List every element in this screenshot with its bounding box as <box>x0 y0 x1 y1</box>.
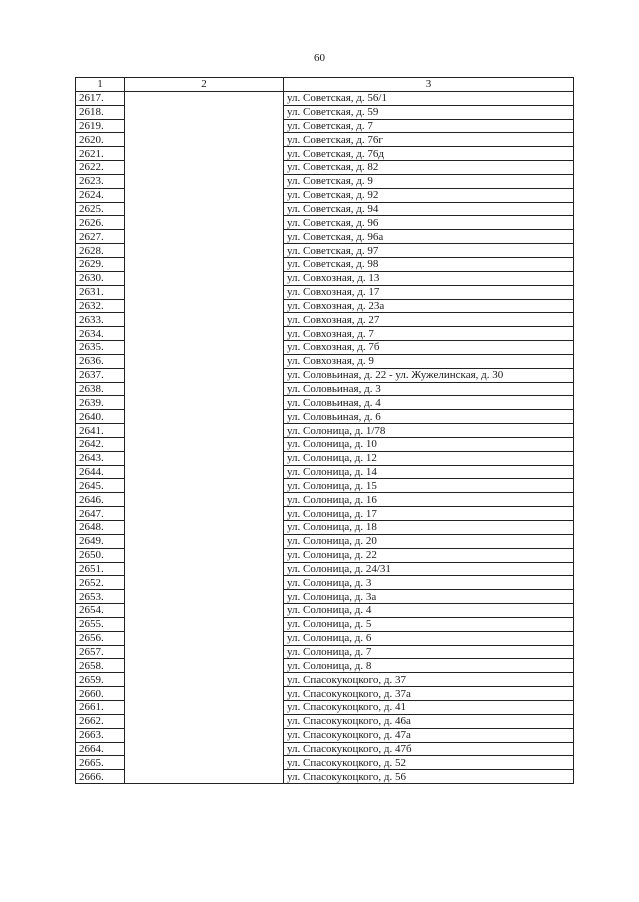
row-col-2-empty <box>125 299 284 313</box>
table-row <box>76 410 574 424</box>
row-address: ул. Спасокукоцкого, д. 56 <box>284 770 574 784</box>
row-number: 2635. <box>76 341 125 355</box>
row-col-2-empty <box>125 341 284 355</box>
row-number: 2656. <box>76 631 125 645</box>
row-col-2-empty <box>125 700 284 714</box>
row-address: ул. Советская, д. 76г <box>284 133 574 147</box>
table-row <box>76 590 574 604</box>
row-number: 2632. <box>76 299 125 313</box>
table-row <box>76 382 574 396</box>
row-address: ул. Спасокукоцкого, д. 52 <box>284 756 574 770</box>
row-col-2-empty <box>125 216 284 230</box>
row-address: ул. Советская, д. 9 <box>284 174 574 188</box>
table-row <box>76 645 574 659</box>
row-col-2-empty <box>125 105 284 119</box>
row-number: 2636. <box>76 354 125 368</box>
table-row <box>76 687 574 701</box>
row-number: 2628. <box>76 244 125 258</box>
row-address: ул. Совхозная, д. 17 <box>284 285 574 299</box>
row-col-2-empty <box>125 479 284 493</box>
row-number: 2624. <box>76 188 125 202</box>
row-address: ул. Солоница, д. 18 <box>284 521 574 535</box>
row-number: 2623. <box>76 174 125 188</box>
row-col-2-empty <box>125 382 284 396</box>
row-col-2-empty <box>125 271 284 285</box>
row-number: 2637. <box>76 368 125 382</box>
row-number: 2653. <box>76 590 125 604</box>
table-row <box>76 728 574 742</box>
row-col-2-empty <box>125 604 284 618</box>
table-row <box>76 341 574 355</box>
row-number: 2649. <box>76 534 125 548</box>
row-address: ул. Советская, д. 56/1 <box>284 91 574 105</box>
row-number: 2666. <box>76 770 125 784</box>
row-number: 2646. <box>76 493 125 507</box>
table-row <box>76 742 574 756</box>
row-number: 2618. <box>76 105 125 119</box>
row-address: ул. Солоница, д. 10 <box>284 437 574 451</box>
row-number: 2662. <box>76 714 125 728</box>
row-col-2-empty <box>125 728 284 742</box>
row-number: 2655. <box>76 617 125 631</box>
row-address: ул. Спасокукоцкого, д. 37а <box>284 687 574 701</box>
row-col-2-empty <box>125 313 284 327</box>
table-row <box>76 465 574 479</box>
row-address: ул. Советская, д. 92 <box>284 188 574 202</box>
header-col-2: 2 <box>125 78 284 92</box>
row-col-2-empty <box>125 562 284 576</box>
table-row <box>76 479 574 493</box>
row-address: ул. Солоница, д. 5 <box>284 617 574 631</box>
row-number: 2631. <box>76 285 125 299</box>
row-number: 2644. <box>76 465 125 479</box>
row-address: ул. Солоница, д. 24/31 <box>284 562 574 576</box>
table-row <box>76 285 574 299</box>
row-number: 2664. <box>76 742 125 756</box>
row-address: ул. Солоница, д. 22 <box>284 548 574 562</box>
row-number: 2648. <box>76 521 125 535</box>
table-row <box>76 105 574 119</box>
row-col-2-empty <box>125 147 284 161</box>
table-row <box>76 244 574 258</box>
row-number: 2654. <box>76 604 125 618</box>
row-address: ул. Совхозная, д. 27 <box>284 313 574 327</box>
row-col-2-empty <box>125 742 284 756</box>
table-row <box>76 631 574 645</box>
table-row <box>76 659 574 673</box>
row-number: 2617. <box>76 91 125 105</box>
row-address: ул. Советская, д. 94 <box>284 202 574 216</box>
row-col-2-empty <box>125 631 284 645</box>
row-col-2-empty <box>125 687 284 701</box>
row-address: ул. Соловьиная, д. 22 - ул. Жужелинская, д. 30 <box>284 368 574 382</box>
row-address: ул. Советская, д. 82 <box>284 161 574 175</box>
row-number: 2638. <box>76 382 125 396</box>
row-col-2-empty <box>125 354 284 368</box>
row-number: 2626. <box>76 216 125 230</box>
row-number: 2634. <box>76 327 125 341</box>
row-number: 2661. <box>76 700 125 714</box>
row-col-2-empty <box>125 424 284 438</box>
row-number: 2630. <box>76 271 125 285</box>
row-col-2-empty <box>125 645 284 659</box>
row-address: ул. Солоница, д. 17 <box>284 507 574 521</box>
table-row <box>76 534 574 548</box>
row-col-2-empty <box>125 617 284 631</box>
table-row <box>76 673 574 687</box>
table-row <box>76 257 574 271</box>
row-address: ул. Совхозная, д. 23а <box>284 299 574 313</box>
row-number: 2641. <box>76 424 125 438</box>
row-col-2-empty <box>125 161 284 175</box>
table-row <box>76 493 574 507</box>
table-row <box>76 174 574 188</box>
row-col-2-empty <box>125 673 284 687</box>
table-row <box>76 770 574 784</box>
row-address: ул. Советская, д. 96а <box>284 230 574 244</box>
row-number: 2658. <box>76 659 125 673</box>
header-row <box>76 78 574 92</box>
table-row <box>76 133 574 147</box>
row-number: 2647. <box>76 507 125 521</box>
row-address: ул. Совхозная, д. 7 <box>284 327 574 341</box>
row-address: ул. Совхозная, д. 13 <box>284 271 574 285</box>
row-col-2-empty <box>125 714 284 728</box>
table-row <box>76 576 574 590</box>
table-row <box>76 147 574 161</box>
row-number: 2643. <box>76 451 125 465</box>
row-col-2-empty <box>125 257 284 271</box>
row-col-2-empty <box>125 521 284 535</box>
row-col-2-empty <box>125 756 284 770</box>
row-col-2-empty <box>125 285 284 299</box>
row-address: ул. Солоница, д. 1/78 <box>284 424 574 438</box>
table-row <box>76 327 574 341</box>
table-row <box>76 562 574 576</box>
row-col-2-empty <box>125 465 284 479</box>
row-number: 2625. <box>76 202 125 216</box>
table-row <box>76 617 574 631</box>
row-number: 2665. <box>76 756 125 770</box>
row-col-2-empty <box>125 659 284 673</box>
row-number: 2645. <box>76 479 125 493</box>
row-address: ул. Советская, д. 7 <box>284 119 574 133</box>
address-table <box>75 77 574 784</box>
row-number: 2660. <box>76 687 125 701</box>
row-address: ул. Спасокукоцкого, д. 46а <box>284 714 574 728</box>
row-address: ул. Советская, д. 97 <box>284 244 574 258</box>
row-address: ул. Солоница, д. 8 <box>284 659 574 673</box>
row-col-2-empty <box>125 576 284 590</box>
row-col-2-empty <box>125 507 284 521</box>
table-row <box>76 202 574 216</box>
table-row <box>76 313 574 327</box>
row-address: ул. Солоница, д. 6 <box>284 631 574 645</box>
table-row <box>76 230 574 244</box>
row-number: 2657. <box>76 645 125 659</box>
row-address: ул. Солоница, д. 4 <box>284 604 574 618</box>
table-row <box>76 451 574 465</box>
row-address: ул. Советская, д. 59 <box>284 105 574 119</box>
row-col-2-empty <box>125 327 284 341</box>
row-number: 2663. <box>76 728 125 742</box>
row-col-2-empty <box>125 202 284 216</box>
row-address: ул. Солоница, д. 3а <box>284 590 574 604</box>
row-number: 2652. <box>76 576 125 590</box>
table-row <box>76 424 574 438</box>
row-address: ул. Солоница, д. 16 <box>284 493 574 507</box>
row-col-2-empty <box>125 174 284 188</box>
row-address: ул. Солоница, д. 3 <box>284 576 574 590</box>
row-col-2-empty <box>125 410 284 424</box>
table-row <box>76 714 574 728</box>
row-col-2-empty <box>125 451 284 465</box>
row-address: ул. Совхозная, д. 7б <box>284 341 574 355</box>
row-col-2-empty <box>125 119 284 133</box>
table-row <box>76 271 574 285</box>
row-address: ул. Солоница, д. 15 <box>284 479 574 493</box>
row-col-2-empty <box>125 534 284 548</box>
row-address: ул. Солоница, д. 20 <box>284 534 574 548</box>
row-col-2-empty <box>125 437 284 451</box>
row-address: ул. Соловьиная, д. 6 <box>284 410 574 424</box>
page-number: 60 <box>314 52 325 64</box>
row-address: ул. Солоница, д. 14 <box>284 465 574 479</box>
row-col-2-empty <box>125 493 284 507</box>
row-number: 2650. <box>76 548 125 562</box>
table-row <box>76 548 574 562</box>
row-col-2-empty <box>125 188 284 202</box>
row-address: ул. Солоница, д. 12 <box>284 451 574 465</box>
row-col-2-empty <box>125 133 284 147</box>
table-row <box>76 119 574 133</box>
row-col-2-empty <box>125 396 284 410</box>
row-col-2-empty <box>125 770 284 784</box>
row-number: 2620. <box>76 133 125 147</box>
table-row <box>76 161 574 175</box>
row-number: 2622. <box>76 161 125 175</box>
table-row <box>76 604 574 618</box>
row-number: 2642. <box>76 437 125 451</box>
table-row <box>76 396 574 410</box>
table-row <box>76 91 574 105</box>
row-col-2-empty <box>125 548 284 562</box>
row-address: ул. Советская, д. 76д <box>284 147 574 161</box>
row-address: ул. Спасокукоцкого, д. 47а <box>284 728 574 742</box>
table-row <box>76 299 574 313</box>
table-row <box>76 354 574 368</box>
row-number: 2621. <box>76 147 125 161</box>
row-col-2-empty <box>125 590 284 604</box>
table-row <box>76 188 574 202</box>
row-number: 2659. <box>76 673 125 687</box>
table-row <box>76 700 574 714</box>
row-col-2-empty <box>125 368 284 382</box>
row-col-2-empty <box>125 244 284 258</box>
row-number: 2633. <box>76 313 125 327</box>
row-address: ул. Спасокукоцкого, д. 47б <box>284 742 574 756</box>
table-row <box>76 507 574 521</box>
row-address: ул. Советская, д. 98 <box>284 257 574 271</box>
row-address: ул. Соловьиная, д. 3 <box>284 382 574 396</box>
table-row <box>76 521 574 535</box>
row-address: ул. Соловьиная, д. 4 <box>284 396 574 410</box>
row-address: ул. Советская, д. 96 <box>284 216 574 230</box>
row-number: 2629. <box>76 257 125 271</box>
row-number: 2651. <box>76 562 125 576</box>
row-address: ул. Спасокукоцкого, д. 41 <box>284 700 574 714</box>
row-address: ул. Совхозная, д. 9 <box>284 354 574 368</box>
row-col-2-empty <box>125 230 284 244</box>
header-col-3: 3 <box>284 78 574 92</box>
row-address: ул. Солоница, д. 7 <box>284 645 574 659</box>
header-col-1: 1 <box>76 78 125 92</box>
row-number: 2639. <box>76 396 125 410</box>
row-number: 2619. <box>76 119 125 133</box>
table-row <box>76 216 574 230</box>
row-number: 2640. <box>76 410 125 424</box>
row-number: 2627. <box>76 230 125 244</box>
row-address: ул. Спасокукоцкого, д. 37 <box>284 673 574 687</box>
row-col-2-empty <box>125 91 284 105</box>
table-row <box>76 437 574 451</box>
table-row <box>76 368 574 382</box>
table-row <box>76 756 574 770</box>
